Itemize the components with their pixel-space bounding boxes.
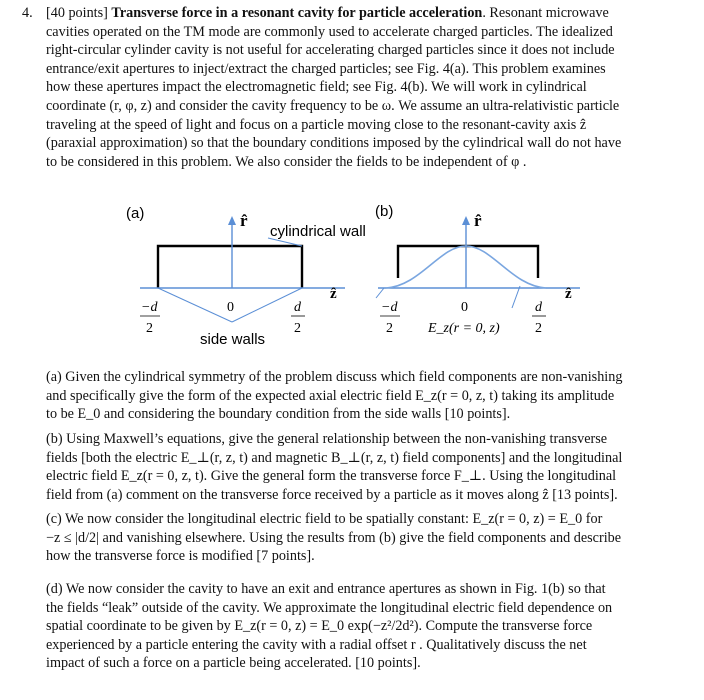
qb-line-3: field from (a) comment on the transverse force received by a particle as it moves along ẑ [13 points]. bbox=[46, 486, 618, 503]
problem-statement bbox=[22, 4, 694, 171]
fig-b-two-left: 2 bbox=[386, 321, 393, 336]
intro-line-8: to be considered in this problem. We also consider the fields to be independent of φ . bbox=[46, 153, 527, 170]
side-walls-label: side walls bbox=[200, 331, 266, 348]
fig-a-r-arrow bbox=[228, 216, 236, 225]
intro-line-2: right-circular cylinder cavity is not useful for accelerating charged particles since it does not include bbox=[46, 42, 615, 59]
fig-a-two-left: 2 bbox=[146, 321, 153, 336]
question-b bbox=[46, 430, 696, 504]
qc-line-2: how the transverse force is modified [7 points]. bbox=[46, 548, 315, 565]
fig-a-r-hat: r̂ bbox=[240, 211, 248, 230]
side-wall-pointer-right bbox=[232, 288, 302, 322]
fig-b-minus-d-pointer bbox=[376, 288, 384, 298]
fig-b-two-right: 2 bbox=[535, 321, 542, 336]
qa-line-1: and specifically give the form of the expected axial electric field E_z(r = 0, z, t) taking its amplitude bbox=[46, 387, 615, 404]
intro-line-5: coordinate (r, φ, z) and consider the cavity frequency to be ω. We assume an ultra-relativistic particle bbox=[46, 97, 620, 114]
qb-line-1: fields [both the electric E_⊥(r, z, t) and magnetic B_⊥(r, z, t) field components] and the longitudinal bbox=[46, 449, 623, 466]
fig-b-zero: 0 bbox=[461, 300, 468, 315]
problem-title: Transverse force in a resonant cavity for particle acceleration bbox=[111, 5, 483, 21]
question-c bbox=[46, 510, 696, 566]
fig-a-zero: 0 bbox=[227, 300, 234, 315]
fig-a-d: d bbox=[294, 300, 301, 315]
fig-a-cavity bbox=[158, 246, 302, 288]
qd-line-1: the fields “leak” outside of the cavity. We approximate the longitudinal electric field dependence on bbox=[46, 599, 613, 616]
fig-b-z-hat: ẑ bbox=[565, 286, 572, 302]
qc-line-0: (c) We now consider the longitudinal electric field to be spatially constant: E_z(r = 0, z) = E_0 for bbox=[46, 511, 603, 527]
title-tail: . Resonant microwave bbox=[482, 5, 609, 21]
points: [40 points] bbox=[46, 5, 108, 21]
cylindrical-wall-label: cylindrical wall bbox=[270, 223, 366, 240]
qb-line-2: electric field E_z(r = 0, z, t). Give the general form the transverse force F_⊥. Using the longitudinal bbox=[46, 468, 617, 485]
qa-line-0: (a) Given the cylindrical symmetry of the problem discuss which field components are non-vanishing bbox=[46, 369, 623, 385]
qd-line-2: spatial coordinate to be given by E_z(r = 0, z) = E_0 exp(−z²/2d²). Compute the transverse force bbox=[46, 618, 593, 635]
question-d bbox=[46, 580, 696, 673]
intro-line-7: (paraxial approximation) so that the boundary conditions imposed by the cylindrical wall do not have bbox=[46, 135, 622, 152]
figure-drawing bbox=[0, 198, 704, 358]
qd-line-0: (d) We now consider the cavity to have an exit and entrance apertures as shown in Fig. 1(b) so that bbox=[46, 581, 606, 597]
qd-line-4: impact of such a force on a particle being accelerated. [10 points]. bbox=[46, 655, 421, 672]
fig-b-label: (b) bbox=[375, 203, 394, 220]
intro-line-3: entrance/exit apertures to inject/extract the charged particles; see Fig. 4(a). This problem examines bbox=[46, 60, 606, 77]
fig-a-minus-d: −d bbox=[141, 300, 158, 315]
fig-a-label: (a) bbox=[126, 205, 145, 222]
problem-intro bbox=[46, 4, 694, 171]
qa-line-2: to be E_0 and considering the boundary condition from the side walls [10 points]. bbox=[46, 406, 511, 423]
problem-number: 4. bbox=[22, 5, 33, 21]
intro-line-4: how these apertures impact the electromagnetic field; see Fig. 4(b). We will work in cylindrical bbox=[46, 79, 587, 96]
intro-line-6: traveling at the speed of light and focus on a particle moving close to the resonant-cavity axis ẑ bbox=[46, 116, 587, 133]
qd-line-3: experienced by a particle entering the cavity with a radial offset r . Qualitatively discuss the net bbox=[46, 636, 587, 653]
fig-a-walls bbox=[158, 246, 302, 288]
figure-4 bbox=[0, 198, 704, 358]
question-a bbox=[46, 368, 696, 424]
fig-b-minus-d: −d bbox=[381, 300, 398, 315]
ez-curve-pointer bbox=[512, 286, 520, 308]
side-wall-pointer-left bbox=[158, 288, 232, 322]
intro-line-1: cavities operated on the TM mode are commonly used to accelerate charged particles. The idealized bbox=[46, 23, 613, 40]
fig-b-r-arrow bbox=[462, 216, 470, 225]
fig-a-two-right: 2 bbox=[294, 321, 301, 336]
intro-line-0 bbox=[46, 4, 694, 23]
fig-b-r-hat: r̂ bbox=[474, 211, 482, 230]
fig-b-d: d bbox=[535, 300, 542, 315]
qc-line-1: −z ≤ |d/2| and vanishing elsewhere. Using the results from (b) give the field components and describe bbox=[46, 529, 622, 546]
fig-b-ez-label: E_z(r = 0, z) bbox=[428, 321, 500, 336]
fig-a-z-hat: ẑ bbox=[330, 286, 337, 302]
qb-line-0: (b) Using Maxwell’s equations, give the general relationship between the non-vanishing transverse bbox=[46, 431, 608, 447]
